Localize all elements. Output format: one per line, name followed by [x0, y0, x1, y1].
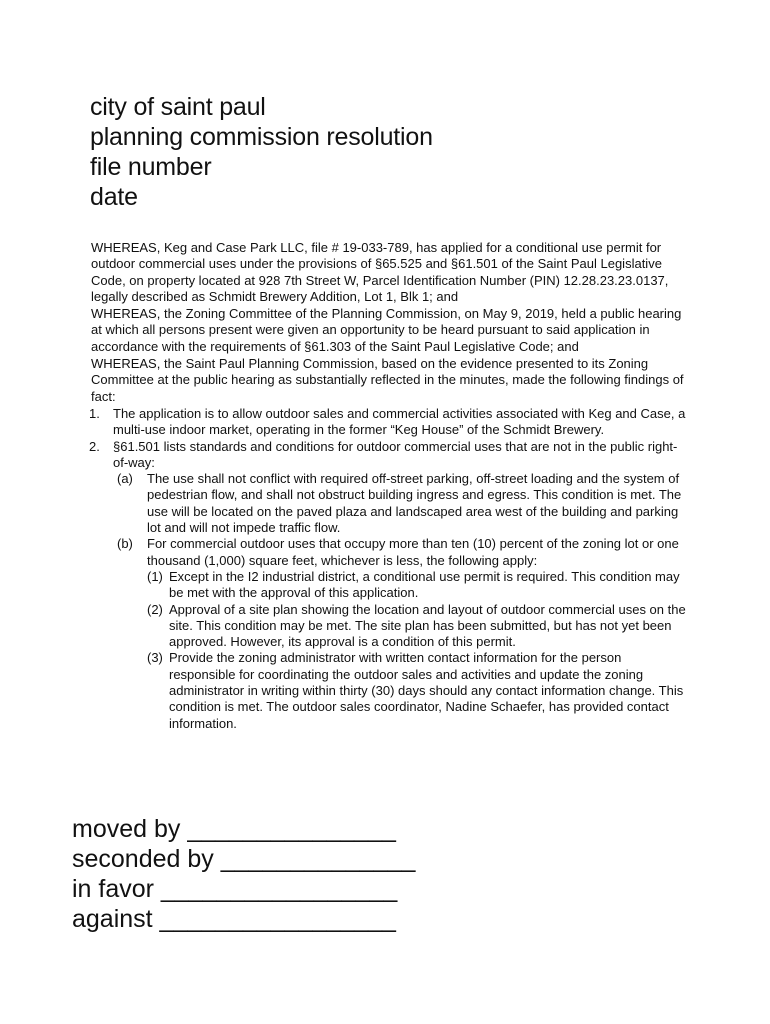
condition-item — [113, 471, 691, 536]
date-label: date — [90, 183, 138, 211]
whereas-clause-3: WHEREAS, the Saint Paul Planning Commission, based on the evidence presented to its Zoning Committee at the public hearing as substantially reflected in the minutes, made the following findings of fact: — [91, 356, 684, 404]
subconditions-list — [147, 569, 691, 732]
city-title: city of saint paul — [90, 93, 266, 121]
file-number-label: file number — [90, 153, 212, 181]
condition-letter: (a) — [117, 471, 133, 487]
findings-list — [91, 406, 691, 732]
resolution-body — [91, 240, 691, 732]
finding-number: 2. — [89, 438, 100, 454]
subcondition-number: (3) — [147, 650, 163, 666]
condition-letter: (b) — [117, 536, 133, 552]
subcondition-text: Except in the I2 industrial district, a conditional use permit is required. This condition may be met with the approval of this application. — [169, 568, 680, 601]
subcondition-text: Approval of a site plan showing the location and layout of outdoor commercial uses on the site. This condition may be met. The site plan has been submitted, but has not yet been approved. However, its approval is a condition of this permit. — [169, 601, 686, 650]
resolution-header — [90, 92, 433, 212]
whereas-clause-1: WHEREAS, Keg and Case Park LLC, file # 19-033-789, has applied for a conditional use permit for outdoor commercial uses under the provisions of §65.525 and §61.501 of the Saint Paul Legislative Code, on property located at 928 7th Street W, Parcel Identification Number (PIN) 12.28.23.23.0137, legally described as Schmidt Brewery Addition, Lot 1, Blk 1; and — [91, 240, 669, 304]
seconded-by-line: seconded by ______________ — [72, 845, 416, 873]
moved-by-line: moved by _______________ — [72, 815, 396, 843]
subcondition-number: (2) — [147, 601, 163, 617]
subcondition-item — [147, 650, 691, 731]
condition-text: For commercial outdoor uses that occupy more than ten (10) percent of the zoning lot or one thousand (1,000) square feet, whichever is less, the following apply: — [147, 536, 679, 568]
vote-block — [72, 814, 415, 934]
conditions-list — [113, 471, 691, 732]
finding-number: 1. — [89, 405, 100, 421]
finding-text: §61.501 lists standards and conditions for outdoor commercial uses that are not in the public right-of-way: — [113, 438, 678, 470]
finding-item — [91, 406, 691, 439]
whereas-clause-2: WHEREAS, the Zoning Committee of the Planning Commission, on May 9, 2019, held a public hearing at which all persons present were given an opportunity to be heard pursuant to said application in accordance with the requirements of §61.303 of the Saint Paul Legislative Code; and — [91, 306, 682, 354]
subcondition-item — [147, 569, 691, 602]
finding-text: The application is to allow outdoor sales and commercial activities associated with Keg and Case, a multi-use indoor market, operating in the former “Keg House” of the Schmidt Brewery. — [113, 405, 686, 438]
condition-item — [113, 536, 691, 732]
subcondition-number: (1) — [147, 568, 163, 584]
resolution-title: planning commission resolution — [90, 123, 433, 151]
in-favor-line: in favor _________________ — [72, 875, 398, 903]
finding-item — [91, 439, 691, 732]
subcondition-text: Provide the zoning administrator with written contact information for the person responsible for coordinating the outdoor sales and activities and update the zoning administrator in writing within thirty (30) days should any contact information change. This condition is met. The outdoor sales coordinator, Nadine Schaefer, has provided contact information. — [169, 650, 684, 731]
condition-text: The use shall not conflict with required off-street parking, off-street loading and the system of pedestrian flow, and shall not obstruct building ingress and egress. This condition is met. The use will be located on the paved plaza and landscaped area west of the building and parking lot and will not impede traffic flow. — [147, 471, 682, 536]
against-line: against _________________ — [72, 905, 396, 933]
subcondition-item — [147, 602, 691, 651]
